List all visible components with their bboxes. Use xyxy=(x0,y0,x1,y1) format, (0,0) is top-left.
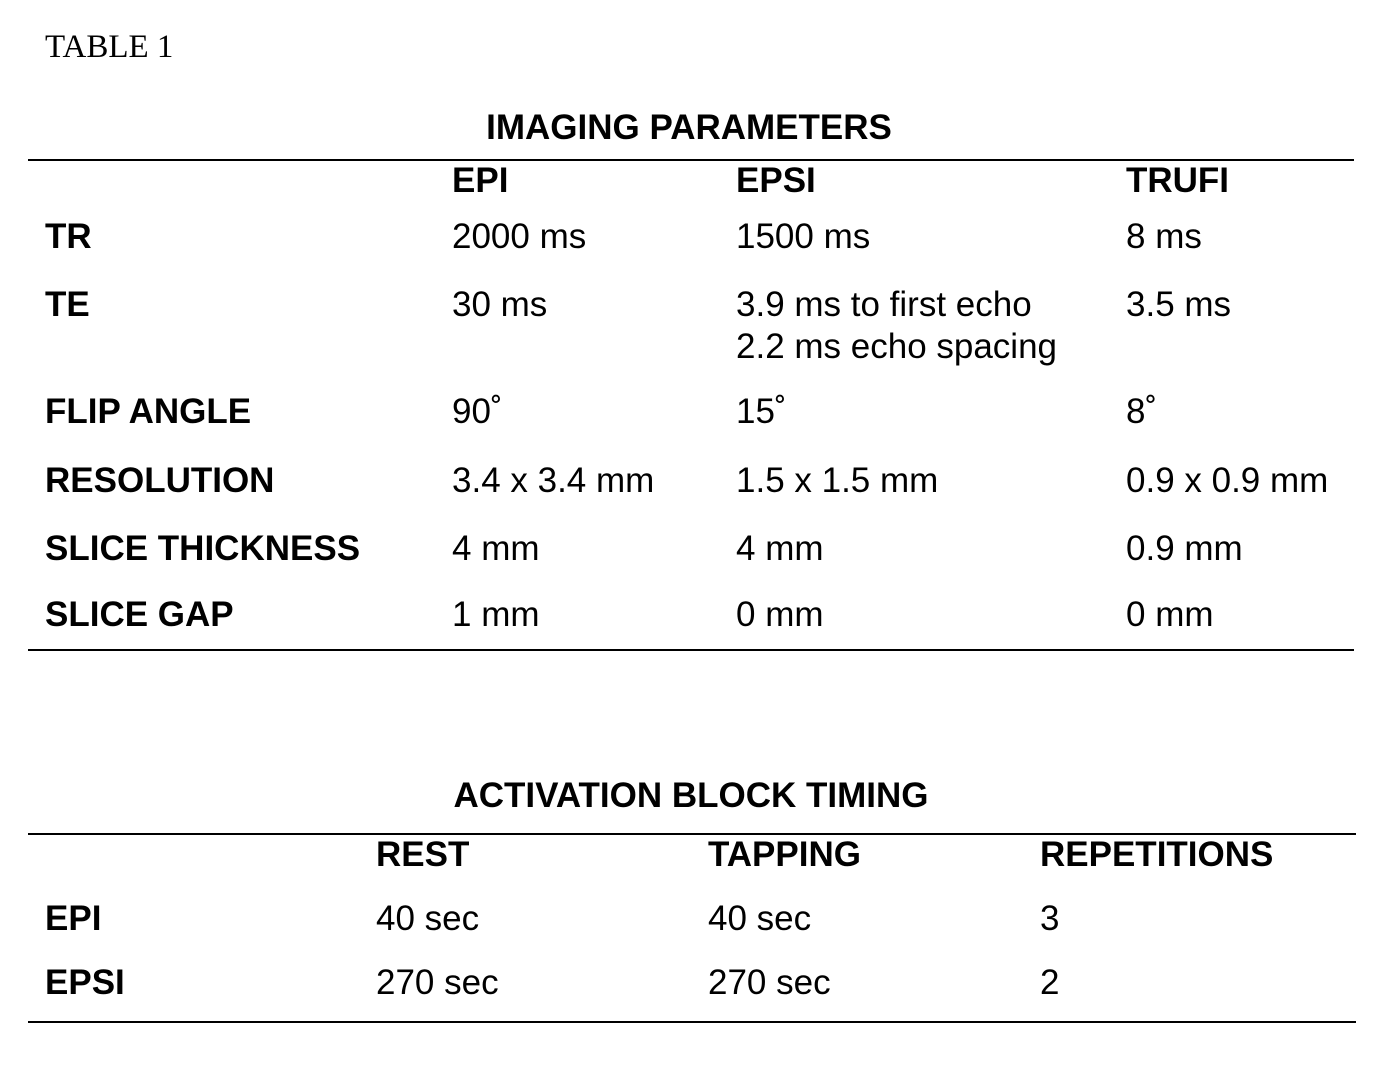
row-label-slice-gap: SLICE GAP xyxy=(45,595,234,634)
row-label-flip-angle: FLIP ANGLE xyxy=(45,392,252,431)
cell-epi-rest: 40 sec xyxy=(376,899,480,938)
imaging-table-bottom-rule xyxy=(28,649,1354,651)
cell-slice-thickness-trufi: 0.9 mm xyxy=(1126,529,1243,568)
row-label-resolution: RESOLUTION xyxy=(45,461,275,500)
cell-epsi-repetitions: 2 xyxy=(1040,963,1060,1002)
row-label-te: TE xyxy=(45,285,90,324)
cell-te-epsi: 3.9 ms to first echo xyxy=(736,285,1032,324)
cell-resolution-epsi: 1.5 x 1.5 mm xyxy=(736,461,939,500)
imaging-header-epi: EPI xyxy=(452,161,509,200)
cell-tr-epi: 2000 ms xyxy=(452,217,587,256)
cell-resolution-epi: 3.4 x 3.4 mm xyxy=(452,461,655,500)
cell-slice-gap-epsi: 0 mm xyxy=(736,595,824,634)
activation-table-bottom-rule xyxy=(28,1021,1356,1023)
cell-epsi-rest: 270 sec xyxy=(376,963,499,1002)
cell-flip-angle-trufi: 8˚ xyxy=(1126,392,1158,431)
row-label-slice-thickness: SLICE THICKNESS xyxy=(45,529,361,568)
table-label: TABLE 1 xyxy=(45,29,174,65)
cell-slice-thickness-epsi: 4 mm xyxy=(736,529,824,568)
activation-header-repetitions: REPETITIONS xyxy=(1040,835,1274,874)
cell-slice-gap-epi: 1 mm xyxy=(452,595,540,634)
cell-tr-epsi: 1500 ms xyxy=(736,217,871,256)
cell-te-trufi: 3.5 ms xyxy=(1126,285,1232,324)
cell-flip-angle-epsi: 15˚ xyxy=(736,392,787,431)
cell-epi-repetitions: 3 xyxy=(1040,899,1060,938)
imaging-header-epsi: EPSI xyxy=(736,161,816,200)
activation-header-rest: REST xyxy=(376,835,470,874)
cell-slice-thickness-epi: 4 mm xyxy=(452,529,540,568)
row-label-epi: EPI xyxy=(45,899,102,938)
cell-tr-trufi: 8 ms xyxy=(1126,217,1202,256)
cell-resolution-trufi: 0.9 x 0.9 mm xyxy=(1126,461,1329,500)
cell-epi-tapping: 40 sec xyxy=(708,899,812,938)
cell-te-epsi-line2: 2.2 ms echo spacing xyxy=(736,327,1058,366)
cell-flip-angle-epi: 90˚ xyxy=(452,392,503,431)
cell-te-epi: 30 ms xyxy=(452,285,548,324)
cell-slice-gap-trufi: 0 mm xyxy=(1126,595,1214,634)
imaging-table-title: IMAGING PARAMETERS xyxy=(486,108,892,147)
cell-epsi-tapping: 270 sec xyxy=(708,963,831,1002)
activation-header-tapping: TAPPING xyxy=(708,835,861,874)
activation-table-title: ACTIVATION BLOCK TIMING xyxy=(453,776,929,815)
row-label-epsi: EPSI xyxy=(45,963,125,1002)
row-label-tr: TR xyxy=(45,217,92,256)
imaging-header-trufi: TRUFI xyxy=(1126,161,1230,200)
